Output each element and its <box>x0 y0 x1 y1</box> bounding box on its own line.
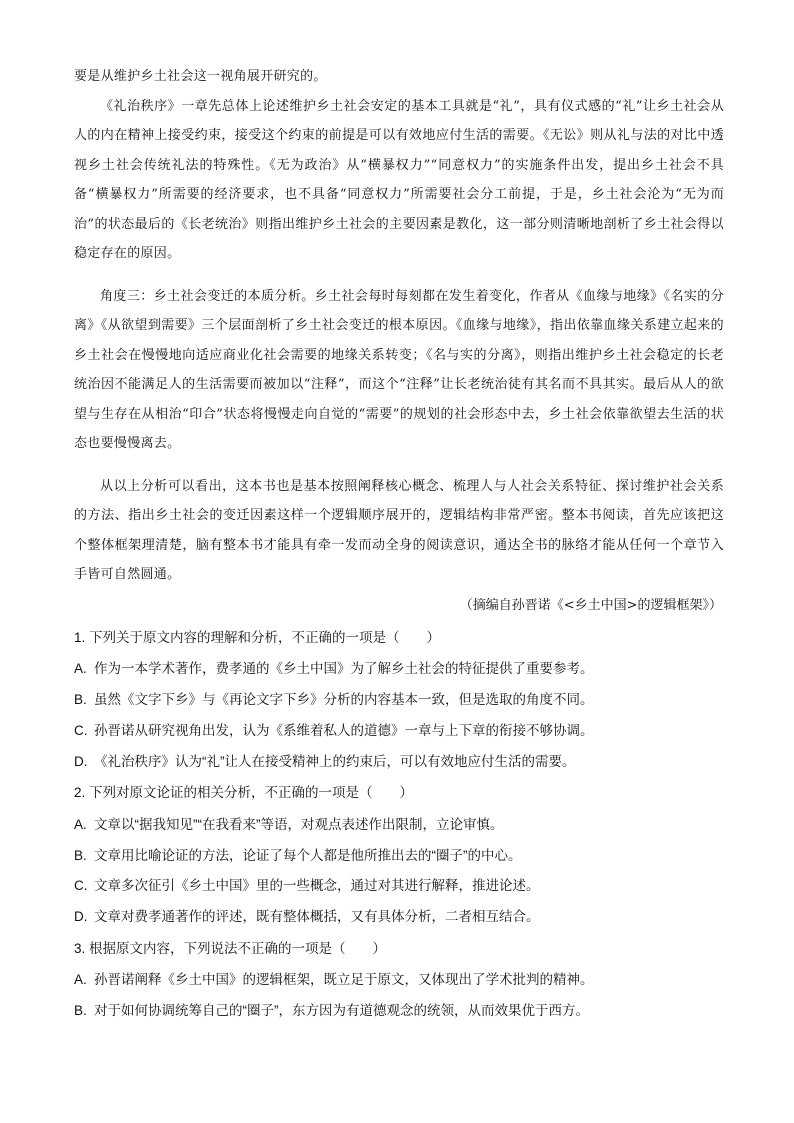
question-1-option-a[interactable] <box>74 659 734 679</box>
passage-paragraph-2: 角度三：乡土社会变迁的本质分析。乡土社会每时每刻都在发生着变化，作者从《血缘与地缘》《名实的分离》《从欲望到需要》三个层面剖析了乡土社会变迁的根本原因。《血缘与地缘》，指出依靠血缘关系建立起来的乡土社会在慢慢地向适应商业化社会需要的地缘关系转变；《名与实的分离》，则指出维护乡土社会稳定的长老统治因不能满足人的生活需要而被加以“注释”，而这个“注释”让长老统治徒有其名而不具其实。最后从人的欲望与生存在从相治“印合”状态将慢慢走向自觉的“需要”的规划的社会形态中去，乡土社会依靠欲望去生活的状态也要慢慢离去。 <box>74 289 724 452</box>
option-letter: D. <box>74 909 88 924</box>
option-text: 孙晋诺阐释《乡土中国》的逻辑框架，既立足于原文，又体现出了学术批判的精神。 <box>94 972 594 987</box>
question-2-stem: 2. 下列对原文论证的相关分析，不正确的一项是（ ） <box>74 785 414 800</box>
option-text: 文章用比喻论证的方法，论证了每个人都是他所推出去的“圈子”的中心。 <box>94 848 522 863</box>
question-2-option-a[interactable] <box>74 815 734 835</box>
option-letter: C. <box>74 878 88 893</box>
question-1-option-c[interactable] <box>74 721 734 741</box>
question-1-stem: 1. 下列关于原文内容的理解和分析，不正确的一项是（ ） <box>74 630 441 645</box>
option-text: 对于如何协调统筹自己的“圈子”，东方因为有道德观念的统领，从而效果优于西方。 <box>94 1003 589 1018</box>
option-text: 文章对费孝通著作的评述，既有整体概括，又有具体分析，二者相互结合。 <box>94 909 540 924</box>
option-letter: A. <box>74 661 87 676</box>
option-letter: C. <box>74 723 88 738</box>
question-3-stem: 3. 根据原文内容，下列说法不正确的一项是（ ） <box>74 941 387 956</box>
option-letter: B. <box>74 1003 87 1018</box>
option-letter: A. <box>74 972 87 987</box>
option-text: 作为一本学术著作，费孝通的《乡土中国》为了解乡土社会的特征提供了重要参考。 <box>94 661 594 676</box>
option-text: 虽然《文字下乡》与《再论文字下乡》分析的内容基本一致，但是选取的角度不同。 <box>94 692 594 707</box>
option-text: 文章以“据我知见”“在我看来”等语，对观点表述作出限制，立论审慎。 <box>94 817 504 832</box>
option-letter: B. <box>74 848 87 863</box>
question-2-option-c[interactable] <box>74 876 734 896</box>
option-letter: A. <box>74 817 87 832</box>
passage-paragraph-3: 从以上分析可以看出，这本书也是基本按照阐释核心概念、梳理人与人社会关系特征、探讨维护社会关系的方法、指出乡土社会的变迁因素这样一个逻辑顺序展开的，逻辑结构非常严密。整本书阅读，首先应该把这个整体框架理清楚，脑有整本书才能具有牵一发而动全身的阅读意识，通达全书的脉络才能从任何一个章节入手皆可自然圆通。 <box>74 479 724 583</box>
question-3-option-b[interactable] <box>74 1001 734 1021</box>
question-2-option-b[interactable] <box>74 846 734 866</box>
option-text: 《礼治秩序》认为“礼”让人在接受精神上的约束后，可以有效地应付生活的需要。 <box>94 754 576 769</box>
passage-source: （摘编自孙晋诺《<乡土中国>的逻辑框架》） <box>459 598 722 613</box>
option-letter: D. <box>74 754 88 769</box>
passage-paragraph-1: 《礼治秩序》一章先总体上论述维护乡土社会安定的基本工具就是“礼”，具有仪式感的“礼”让乡土社会从人的内在精神上接受约束，接受这个约束的前提是可以有效地应付生活的需要。《无讼》则从礼与法的对比中透视乡土社会传统礼法的特殊性。《无为政治》从“横暴权力”“同意权力”的实施条件出发，提出乡土社会不具备“横暴权力”所需要的经济要求，也不具备“同意权力”所需要社会分工前提，于是，乡土社会沦为“无为而治”的状态最后的《长老统治》则指出维护乡土社会的主要因素是教化，这一部分则清晰地剖析了乡土社会得以稳定存在的原因。 <box>74 99 724 262</box>
option-text: 孙晋诺从研究视角出发，认为《系维着私人的道德》一章与上下章的衔接不够协调。 <box>94 723 594 738</box>
question-2-option-d[interactable] <box>74 907 734 927</box>
question-3-option-a[interactable] <box>74 970 734 990</box>
option-text: 文章多次征引《乡土中国》里的一些概念，通过对其进行解释，推进论述。 <box>94 878 540 893</box>
question-1-option-b[interactable] <box>74 690 734 710</box>
passage-paragraph-0: 要是从维护乡土社会这一视角展开研究的。 <box>74 69 327 84</box>
question-1-option-d[interactable] <box>74 752 734 772</box>
option-letter: B. <box>74 692 87 707</box>
